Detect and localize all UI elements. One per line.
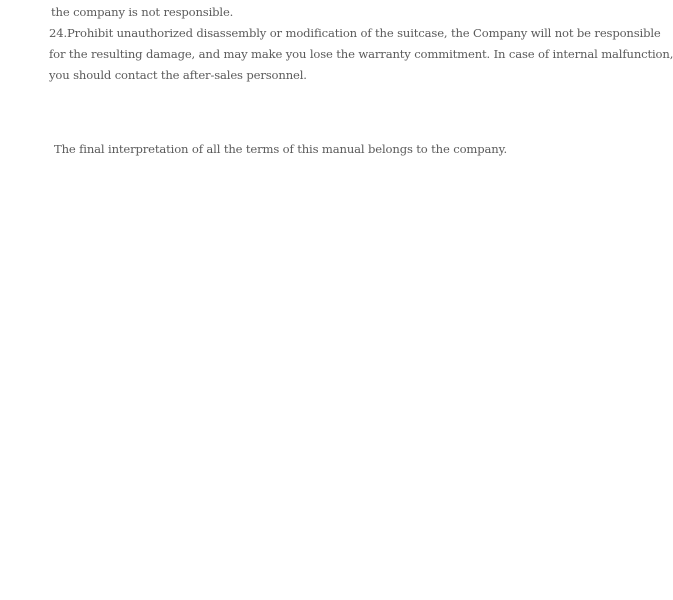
manual-item-24-line: for the resulting damage, and may make you lose the warranty commitment. In case of internal malfunction, xyxy=(49,47,673,61)
manual-item-24-line: 24.Prohibit unauthorized disassembly or modification of the suitcase, the Company will not be responsible xyxy=(49,26,661,40)
manual-text-line: the company is not responsible. xyxy=(51,5,234,19)
manual-item-24-line: you should contact the after-sales personnel. xyxy=(49,68,307,82)
final-interpretation-statement: The final interpretation of all the terms of this manual belongs to the company. xyxy=(54,142,508,156)
